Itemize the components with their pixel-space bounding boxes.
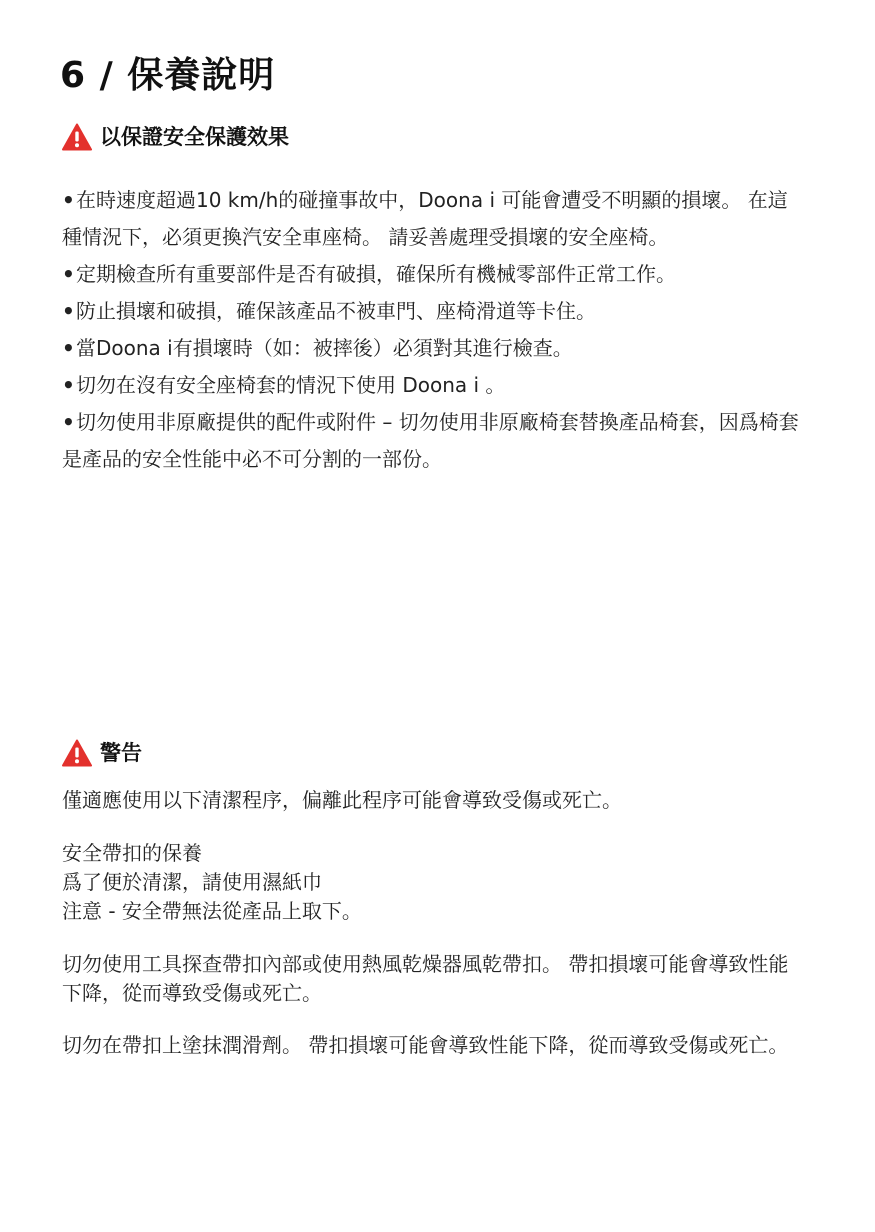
list-item: •在時速度超過10 km/h的碰撞事故中，Doona i 可能會遭受不明顯的損壞。 在這種情況下，必須更換汽安全車座椅。 請妥善處理受損壞的安全座椅。 <box>62 188 788 249</box>
list-item: •切勿在沒有安全座椅套的情況下使用 Doona i 。 <box>62 373 506 397</box>
cleaning-intro-text: 僅適應使用以下清潔程序，偏離此程序可能會導致受傷或死亡。 <box>62 788 622 812</box>
section-heading-label: 以保證安全保護效果 <box>100 125 289 149</box>
section-heading-label: 警告 <box>100 741 142 765</box>
buckle-care-line: 注意 - 安全帶無法從產品上取下。 <box>62 899 362 923</box>
list-item: •防止損壞和破損，確保該產品不被車門、座椅滑道等卡住。 <box>62 299 596 323</box>
lubricant-warning-text: 切勿在帶扣上塗抹潤滑劑。 帶扣損壞可能會導致性能下降，從而導致受傷或死亡。 <box>62 1033 789 1057</box>
section-heading-warning <box>62 738 142 768</box>
page-title: 6 / 保養說明 <box>60 55 276 96</box>
list-item: •切勿使用非原廠提供的配件或附件 – 切勿使用非原廠椅套替換產品椅套，因爲椅套是產品的安全性能中必不可分割的一部份。 <box>62 410 799 471</box>
section-heading-safety <box>62 122 289 152</box>
buckle-care-heading: 安全帶扣的保養 <box>62 841 202 865</box>
list-item: •定期檢查所有重要部件是否有破損，確保所有機械零部件正常工作。 <box>62 262 676 286</box>
safety-bullet-list <box>62 182 807 478</box>
warning-triangle-icon <box>62 123 92 151</box>
tools-warning-text: 切勿使用工具探查帶扣內部或使用熱風乾燥器風乾帶扣。 帶扣損壞可能會導致性能下降，從而導致受傷或死亡。 <box>62 952 789 1005</box>
buckle-care-text <box>62 839 807 926</box>
list-item: •當Doona i有損壞時（如：被摔後）必須對其進行檢查。 <box>62 336 573 360</box>
warning-triangle-icon <box>62 739 92 767</box>
buckle-care-line: 爲了便於清潔，請使用濕紙巾 <box>62 870 322 894</box>
